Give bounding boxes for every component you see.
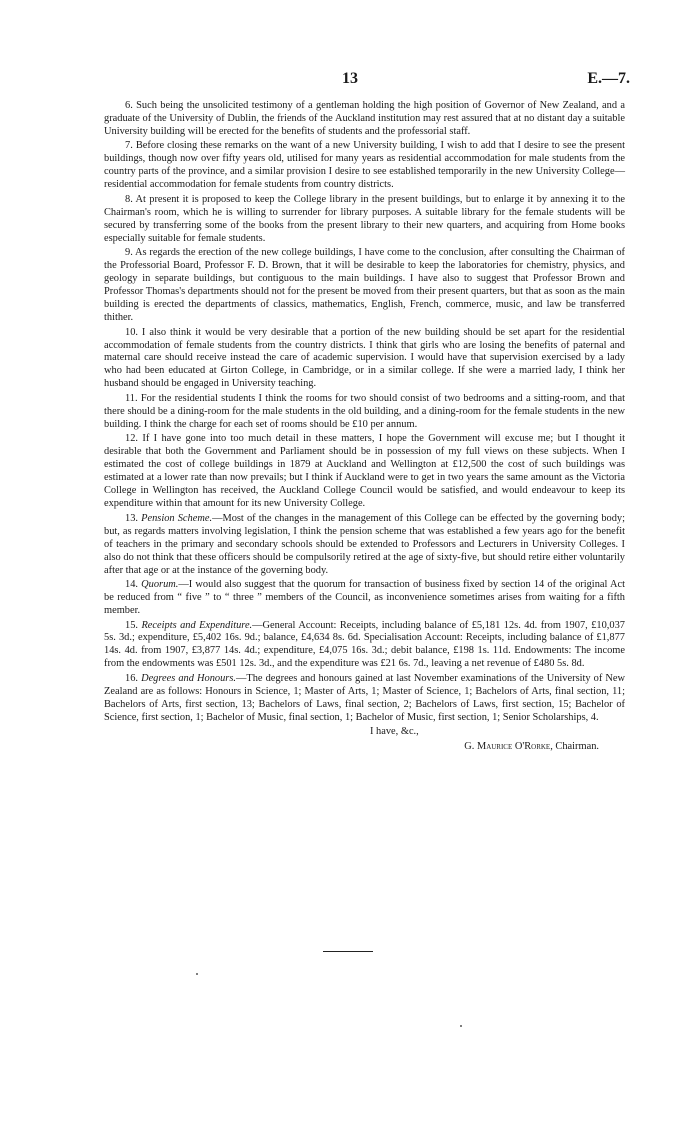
paragraph-12: 12. If I have gone into too much detail in these matters, I hope the Government will excuse me; but I thought it desirable that both the Government and Parliament should be in possession of my full views on these subjects. When I estimated the cost of college buildings in 1879 at Auckland and Wellington at £12,500 the cost of such buildings was estimated at a lower rate than now prevails; but I think if Auckland were to get in two years the same amount as the Victoria College in Wellington has received, the Auckland College Council would be satisfied, and would endeavour to keep its expenditure within that amount for its new University College. [104,433,625,510]
paragraph-14-heading: Quorum. [141,579,179,591]
paragraph-16-heading: Degrees and Honours. [141,672,236,684]
paragraph-16-number: 16. [125,672,142,684]
paragraph-13-heading: Pension Scheme. [141,512,213,524]
paragraph-15-text: —General Account: Receipts, including balance of £5,181 12s. 4d. from 1907, £10,037 5s. 3d.; expenditure, £5,402 16s. 9d.; balance, £4,634 8s. 6d. Specialisation Account: Receipts, including balance of £1,877 14s. 4d. from 1907, £3,877 14s. 4d.; expenditure, £4,075 16s. 3d.; debit balance, £198 1s. 11d. Endowments: The income from the endowments was £501 12s. 3d., and the expenditure was £21 6s. 7d., leaving a net revenue of £480 5s. 8d. [104,619,625,670]
paragraph-9: 9. As regards the erection of the new college buildings, I have come to the conclusion, after consulting the Chairman of the Professorial Board, Professor F. D. Brown, that it will be desirable to keep the laboratories for chemistry, physics, and geology in separate buildings, but contiguous to the main buildings. I have also to suggest that Professor Brown and Professor Thomas's departments should not for the present be moved from their present quarters, but that as soon as the main building is erected the departments of classics, mathematics, English, French, commerce, music, and law be transferred thither. [104,247,625,324]
paragraph-8: 8. At present it is proposed to keep the College library in the present buildings, but to enlarge it by annexing it to the Chairman's room, which he is willing to surrender for library purposes. A suitable library for the female students will be secured by transferring some of the books from the present library to their new quarters, and acquiring from Home books especially suitable for female students. [104,193,625,244]
paragraph-15-heading: Receipts and Expenditure. [141,619,253,631]
end-rule [323,951,373,952]
paragraph-14-number: 14. [125,579,142,591]
scan-speck [196,973,198,975]
document-reference: E.—7. [587,70,630,87]
signature-name: Maurice O'Rorke [476,740,551,752]
paragraph-13 [104,513,625,578]
paragraph-15-number: 15. [125,619,142,631]
paragraph-16-text: —The degrees and honours gained at last November examinations of the University of New Zealand are as follows: Honours in Science, 1; Master of Arts, 1; Master of Science, 1; Bachelors of Arts, final section, 11; Bachelors of Arts, first section, 13; Bachelors of Laws, final section, 2; Bachelors of Laws, first section, 15; Bachelor of Science, first section, 1; Bachelor of Music, final section, 1; Bachelor of Music, first section, 1; Senior Scholarships, 4. [104,672,625,723]
paragraph-13-number: 13. [125,512,142,524]
paragraph-11: 11. For the residential students I think the rooms for two should consist of two bedrooms and a sitting-room, and that there should be a dining-room for the male students in the old building, and a dining-room for the female students in the new building. I think the charge for each set of rooms should be £10 per annum. [104,392,625,430]
document-body [104,100,625,755]
paragraph-14 [104,579,625,618]
paragraph-15 [104,620,625,672]
scan-speck [460,1025,462,1027]
page-number: 13 [342,70,358,87]
signature-title: , Chairman. [550,740,599,752]
signature-closing: I have, &c., [370,726,419,738]
paragraph-14-text: —I would also suggest that the quorum for transaction of business fixed by section 14 of the original Act be reduced from “ five ” to “ three ” members of the Council, as inconvenience sometimes arises from waiting for a fifth member. [104,579,625,616]
signature-name-line [104,741,625,754]
paragraph-7: 7. Before closing these remarks on the want of a new University building, I wish to add that I desire to see the present buildings, though now over fifty years old, utilised for many years as residential accommodation for male students from the country parts of the province, and a similar provision I desire to see established temporarily in the new University College—residential accommodation for female students from country districts. [104,140,625,191]
signature-initial: G. [464,740,477,752]
paragraph-13-text: —Most of the changes in the management of this College can be effected by the governing body; but, as regards matters involving legislation, I think the pension scheme that was established a few years ago for the benefit of teachers in the primary and secondary schools should be extended to Professors and Lecturers in University Colleges. I also do not think that these officers should be compulsorily retired at the age of sixty-five, but should retire either voluntarily after that age or at the instance of the governing body. [104,512,625,576]
paragraph-16 [104,673,625,725]
paragraph-6: 6. Such being the unsolicited testimony of a gentleman holding the high position of Governor of New Zealand, and a graduate of the University of Dublin, the friends of the Auckland institution may rest assured that at no distant day a suitable University building will be erected for the benefits of students and the professorial staff. [104,100,625,137]
paragraph-10: 10. I also think it would be very desirable that a portion of the new building should be set apart for the residential accommodation of female students from the country districts. I think that girls who are losing the benefits of paternal and maternal care should receive instead the care of academic supervision. I would have that supervision exercised by a lady who had been educated at Girton College, in Cambridge, or in a similar college. If she were a married lady, I think her husband should be engaged in University teaching. [104,326,625,390]
